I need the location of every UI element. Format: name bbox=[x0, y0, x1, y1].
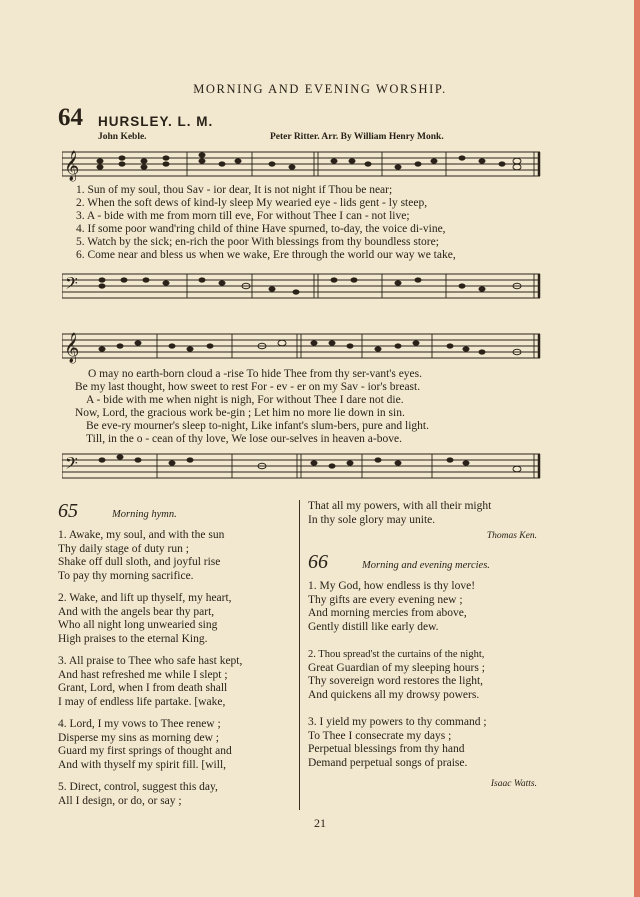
lyric-line-2: 2. When the soft dews of kind-ly sleep My wearied eye - lids gent - ly steep, bbox=[76, 197, 428, 209]
verse-line: 3. All praise to Thee who safe hast kept, bbox=[58, 655, 243, 667]
verse-line: Demand perpetual songs of praise. bbox=[308, 756, 468, 769]
composer: Peter Ritter. Arr. By William Henry Monk. bbox=[270, 132, 444, 142]
music-staff-treble-1 bbox=[62, 146, 542, 182]
verse-line: High praises to the eternal King. bbox=[58, 632, 208, 645]
verse-line: All I design, or do, or say ; bbox=[58, 794, 182, 807]
verse-line: That all my powers, with all their might bbox=[308, 500, 492, 512]
verse-line: Grant, Lord, when I from death shall bbox=[58, 682, 228, 694]
verse-line: Great Guardian of my sleeping hours ; bbox=[308, 661, 485, 674]
lyric-line-8: Be my last thought, how sweet to rest For - ev - er on my Sav - ior's breast. bbox=[75, 381, 421, 393]
hymn-64-number: 64 bbox=[58, 104, 83, 131]
verse-line: Thy sovereign word restores the light, bbox=[308, 675, 484, 687]
verse-line: 1. My God, how endless is thy love! bbox=[308, 580, 476, 592]
verse-line: To Thee I consecrate my days ; bbox=[308, 729, 452, 742]
lyric-line-3: 3. A - bide with me from morn till eve, For without Thee I can - not live; bbox=[76, 210, 410, 222]
verse-line: 2. Wake, and lift up thyself, my heart, bbox=[58, 592, 232, 604]
music-staff-bass-2 bbox=[62, 448, 542, 484]
page-edge bbox=[634, 0, 640, 897]
verse-line: And with the angels bear thy part, bbox=[58, 605, 215, 618]
hymn-65-column bbox=[58, 500, 298, 817]
stanza-65-4 bbox=[58, 718, 298, 772]
hymn-66-title: Morning and evening mercies. bbox=[362, 560, 490, 571]
page-number: 21 bbox=[314, 816, 326, 830]
svg-text:𝄞: 𝄞 bbox=[64, 151, 80, 181]
hymn-65-number: 65 bbox=[58, 500, 78, 522]
verse-line: In thy sole glory may unite. bbox=[308, 513, 436, 526]
verse-line: Who all night long unwearied sing bbox=[58, 619, 218, 631]
hymn-65-attribution: Thomas Ken. bbox=[486, 531, 537, 541]
hymn-66-attribution: Isaac Watts. bbox=[490, 779, 537, 789]
stanza-66-2 bbox=[308, 648, 553, 702]
stanza-65-1 bbox=[58, 529, 298, 583]
stanza-66-3 bbox=[308, 716, 553, 770]
lyric-line-10: Now, Lord, the gracious work be-gin ; Let him no more lie down in sin. bbox=[75, 407, 405, 419]
verse-line: And morning mercies from above, bbox=[308, 607, 467, 619]
verse-line: Shake off dull sloth, and joyful rise bbox=[58, 556, 221, 568]
svg-text:𝄢: 𝄢 bbox=[65, 273, 78, 297]
hymn-66-number: 66 bbox=[308, 551, 328, 573]
verse-line: Guard my first springs of thought and bbox=[58, 745, 232, 757]
verse-line: 5. Direct, control, suggest this day, bbox=[58, 781, 218, 793]
verse-line: And quickens all my drowsy powers. bbox=[308, 688, 480, 701]
svg-text:𝄞: 𝄞 bbox=[64, 333, 80, 363]
stanza-65-3 bbox=[58, 655, 298, 709]
running-head: MORNING AND EVENING WORSHIP. bbox=[193, 82, 447, 96]
stanza-66-1 bbox=[308, 580, 553, 634]
verse-line: And with thyself my spirit fill. [will, bbox=[58, 758, 227, 771]
verse-line: 4. Lord, I my vows to Thee renew ; bbox=[58, 718, 221, 730]
verse-line: I may of endless life partake. [wake, bbox=[58, 695, 226, 708]
verse-line: To pay thy morning sacrifice. bbox=[58, 569, 194, 582]
verse-line: Thy gifts are every evening new ; bbox=[308, 593, 463, 606]
lyricist: John Keble. bbox=[98, 132, 147, 142]
stanza-65-5 bbox=[58, 781, 298, 808]
tune-name: HURSLEY. L. M. bbox=[98, 114, 214, 129]
lyric-line-4: 4. If some poor wand'ring child of thine Have spurned, to-day, the voice di-vine, bbox=[76, 223, 446, 235]
verse-line: 3. I yield my powers to thy command ; bbox=[308, 716, 487, 728]
hymn-66-column bbox=[308, 500, 553, 797]
lyric-line-1: 1. Sun of my soul, thou Sav - ior dear, It is not night if Thou be near; bbox=[76, 184, 393, 196]
svg-text:𝄢: 𝄢 bbox=[65, 453, 78, 477]
lyric-line-12: Till, in the o - cean of thy love, We lose our-selves in heaven a-bove. bbox=[86, 433, 402, 445]
lyric-line-6: 6. Come near and bless us when we wake, Ere through the world our way we take, bbox=[76, 249, 456, 261]
verse-line: Perpetual blessings from thy hand bbox=[308, 743, 465, 755]
verse-line: 1. Awake, my soul, and with the sun bbox=[58, 529, 225, 541]
stanza-65-2 bbox=[58, 592, 298, 646]
music-staff-bass-1 bbox=[62, 268, 542, 304]
lyric-line-9: A - bide with me when night is nigh, For without Thee I dare not die. bbox=[86, 394, 404, 406]
lyric-line-11: Be eve-ry mourner's sleep to-night, Like infant's slum-bers, pure and light. bbox=[86, 420, 429, 432]
hymn-65-title: Morning hymn. bbox=[112, 509, 177, 520]
verse-line: Disperse my sins as morning dew ; bbox=[58, 731, 219, 744]
verse-line: And hast refreshed me while I slept ; bbox=[58, 668, 228, 681]
column-divider bbox=[299, 500, 300, 810]
music-staff-treble-2 bbox=[62, 328, 542, 364]
verse-line: 2. Thou spread'st the curtains of the night, bbox=[308, 649, 485, 660]
verse-line: Thy daily stage of duty run ; bbox=[58, 542, 189, 555]
verse-line: Gently distill like early dew. bbox=[308, 620, 439, 633]
lyric-line-5: 5. Watch by the sick; en-rich the poor With blessings from thy boundless store; bbox=[76, 236, 439, 248]
lyric-line-7: O may no earth-born cloud a -rise To hide Thee from thy ser-vant's eyes. bbox=[88, 368, 423, 380]
